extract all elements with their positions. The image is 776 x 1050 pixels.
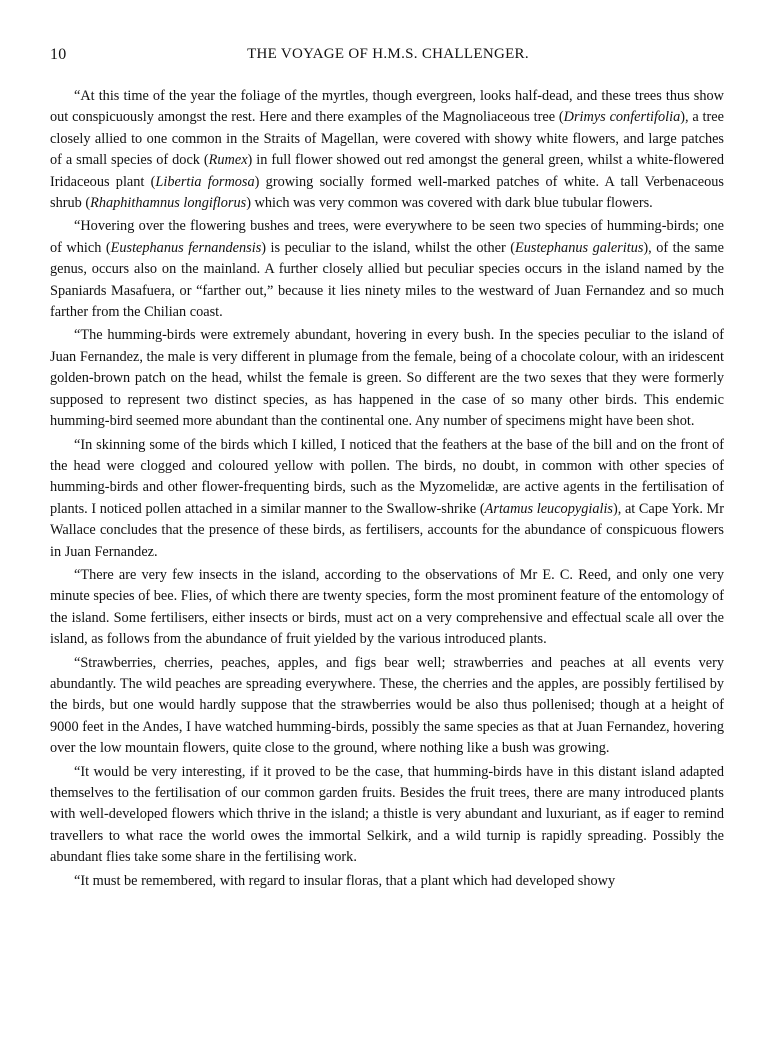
text-run: ) growing socially formed well-marked patches of white. A tall Verbenaceous shrub ( (50, 173, 724, 212)
text-run: ), at Cape York. Mr Wallace concludes that the presence of these birds, as fertilisers, accounts for the abundance of conspicuous flowers in Juan Fernandez. (50, 500, 725, 560)
running-header (50, 46, 726, 68)
paragraph (50, 216, 724, 323)
paragraph (50, 435, 724, 563)
text-run: “Hovering over the flowering bushes and trees, were everywhere to be seen two species of humming-birds; one of which ( (50, 218, 724, 256)
species-name: Eustephanus fernandensis (110, 239, 262, 256)
running-title: THE VOYAGE OF H.M.S. CHALLENGER. (247, 46, 529, 62)
paragraph (50, 871, 724, 892)
page-number: 10 (50, 46, 67, 63)
text-run: “Strawberries, cherries, peaches, apples, and figs bear well; strawberries and peaches at all events very abundantly. The wild peaches are spreading everywhere. These, the cherries and the apples, are possibly fertilised by the birds, but one would hardly suppose that the strawberries would be also thus pollenised; though at a height of 9000 feet in the Andes, I have watched humming-birds, possibly the same species as that at Juan Fernandez, hovering over the low mountain flowers, quite close to the ground, where nothing like a bush was growing. (50, 654, 724, 757)
body-text (50, 86, 724, 892)
text-run: ) is peculiar to the island, whilst the other ( (261, 239, 515, 256)
species-name: Rumex (208, 152, 248, 169)
species-name: Drimys confertifolia (563, 109, 681, 126)
paragraph (50, 762, 724, 869)
text-run: ) which was very common was covered with dark blue tubular flowers. (246, 195, 653, 212)
species-name: Libertia formosa (155, 173, 255, 190)
paragraph (50, 325, 724, 432)
text-run: “There are very few insects in the island, according to the observations of Mr E. C. Reed, and only one very minute species of bee. Flies, of which there are twenty species, form the most prominent feature of the entomology of the island. Some fertilisers, either insects or birds, must act on a very comprehensive and effectual scale all over the island, as follows from the abundance of fruit yielded by the various introduced plants. (50, 566, 724, 648)
paragraph (50, 86, 724, 214)
text-run: “In skinning some of the birds which I killed, I noticed that the feathers at the base of the bill and on the front of the head were clogged and coloured yellow with pollen. The birds, no doubt, in common with other species of humming-birds and other flower-frequenting birds, such as the Myzomelidæ, are active agents in the fertilisation of plants. I noticed pollen attached in a similar manner to the Swallow-shrike ( (50, 436, 724, 517)
text-run: “The humming-birds were extremely abundant, hovering in every bush. In the species peculiar to the island of Juan Fernandez, the male is very different in plumage from the female, being of a chocolate colour, with an iridescent golden-brown patch on the head, whilst the female is green. So different are the two sexes that they were formerly supposed to represent two distinct species, as has happened in the case of so many other birds. This endemic humming-bird seemed more abundant than the continental one. Any number of specimens might have been shot. (50, 327, 724, 430)
text-run: “At this time of the year the foliage of the myrtles, though evergreen, looks half-dead, and these trees thus show out conspicuously amongst the rest. Here and there examples of the Magnoliaceous tree ( (50, 88, 724, 126)
species-name: Rhaphithamnus longiflorus (90, 195, 247, 212)
text-run: “It would be very interesting, if it proved to be the case, that humming-birds have in this distant island adapted themselves to the fertilisation of our common garden fruits. Besides the fruit trees, there are many introduced plants with well-developed flowers which thrive in the island; a thistle is very abundant and luxuriant, as if eager to remind travellers to what race the world owes the immortal Selkirk, and a wild turnip is rapidly spreading. Possibly the abundant flies take some share in the fertilising work. (50, 763, 724, 866)
text-run: ), a tree closely allied to one common in the Straits of Magellan, were covered with showy white flowers, and large patches of a small species of dock ( (50, 109, 724, 169)
text-run: ), of the same genus, occurs also on the mainland. A further closely allied but peculiar species occurs in the island named by the Spaniards Masafuera, or “farther out,” because it lies ninety miles to the westward of Juan Fernandez and so much farther from the Chilian coast. (50, 239, 724, 321)
paragraph (50, 653, 724, 760)
paragraph (50, 565, 724, 651)
text-run: ) in full flower showed out red amongst the general green, whilst a white-flowered Iridaceous plant ( (50, 152, 724, 190)
species-name: Artamus leucopygialis (484, 500, 613, 517)
species-name: Eustephanus galeritus (515, 239, 644, 256)
text-run: “It must be remembered, with regard to insular floras, that a plant which had developed showy (74, 872, 616, 889)
